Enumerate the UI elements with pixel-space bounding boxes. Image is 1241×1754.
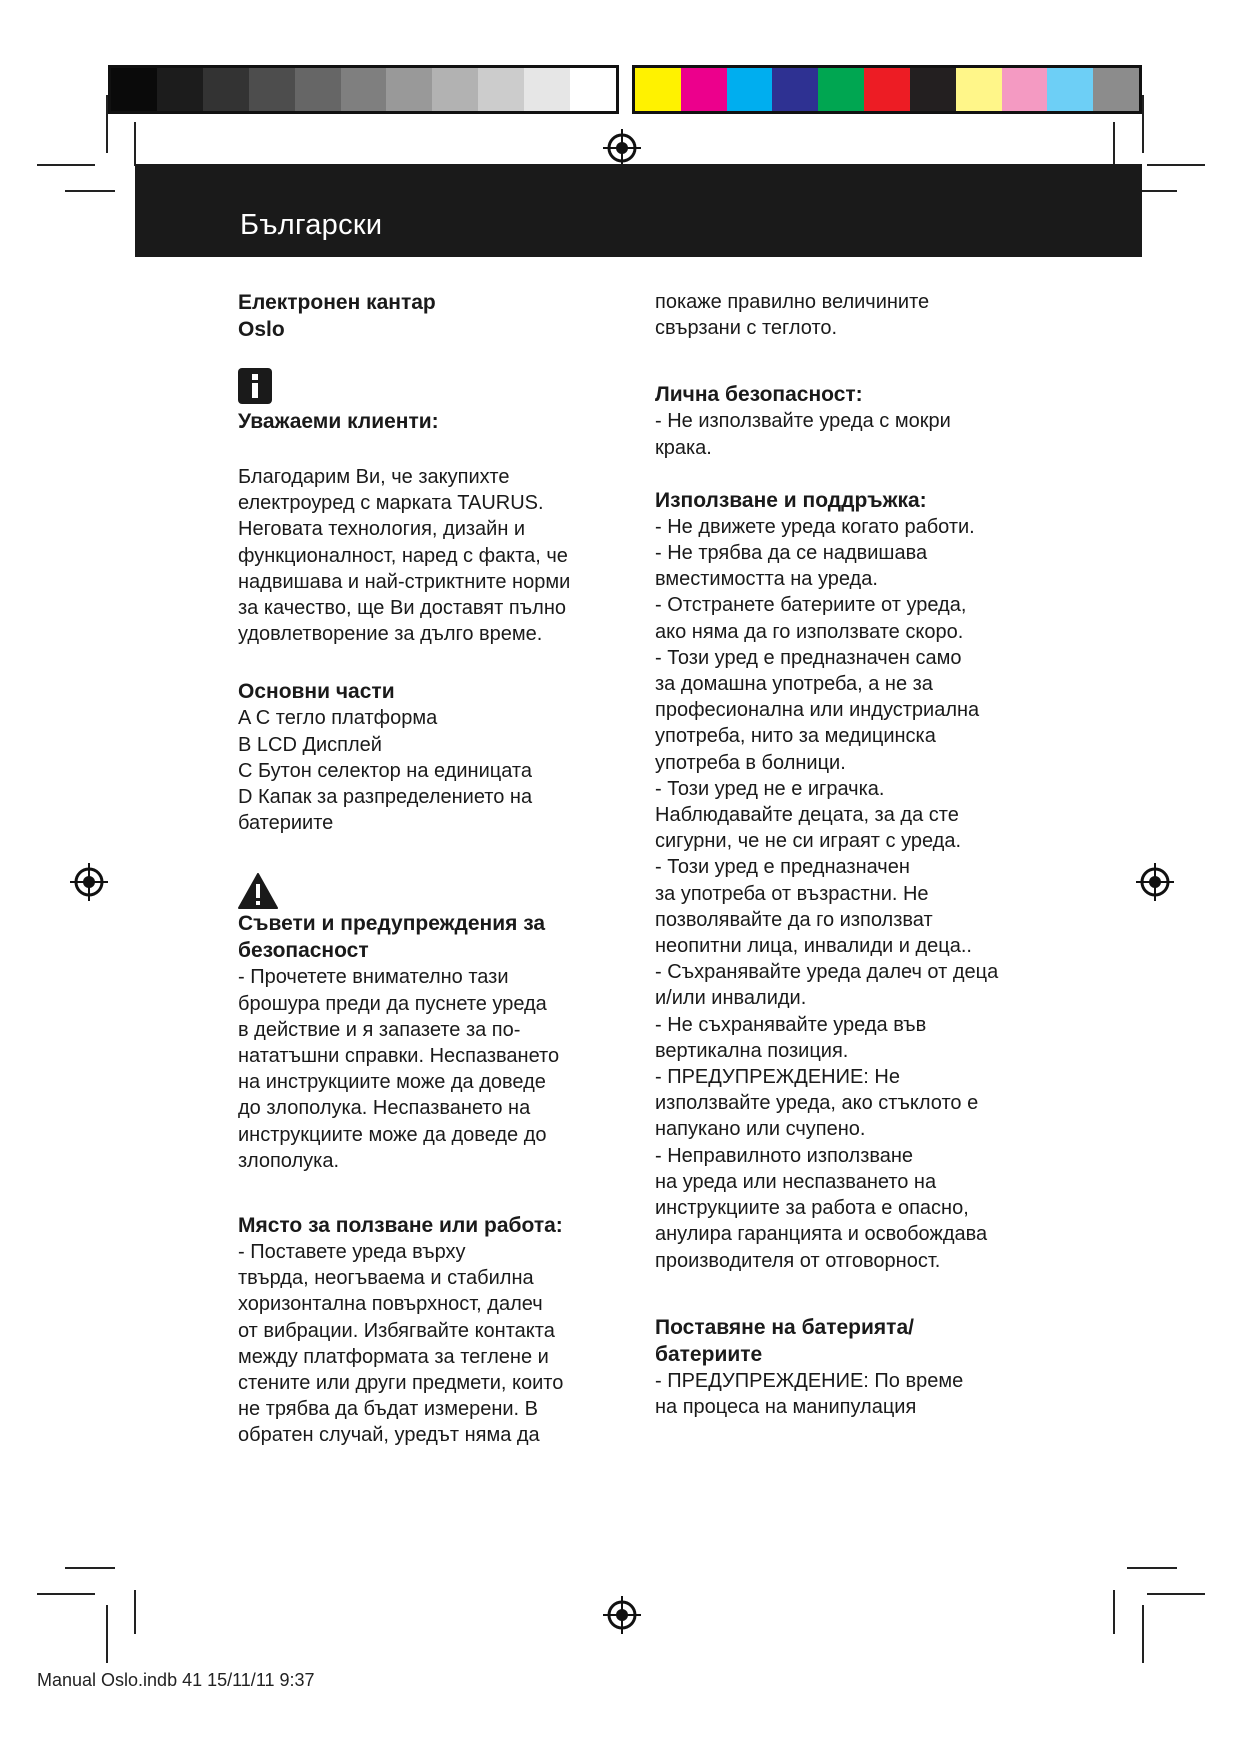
color-swatch [864,68,910,111]
text-line: - Не движете уреда когато работи. [655,515,975,538]
color-swatch [341,68,387,111]
text-line: удовлетворение за дълго време. [238,623,543,646]
safety-heading-cont: безопасност [238,939,369,963]
color-swatch [386,68,432,111]
language-header-band [135,164,1142,257]
place-paragraph [238,1239,638,1449]
text-line: хоризонтална повърхност, далеч [238,1293,543,1316]
text-line: инструкциите може да доведе до [238,1123,547,1146]
use-care-heading: Използване и поддръжка: [655,488,927,512]
text-line: покаже правилно величините [655,291,930,313]
intro-paragraph [238,464,638,647]
battery-heading: Поставяне на батерията/ [655,1315,914,1339]
grayscale-calibration-bar [108,65,619,114]
text-line: за употреба от възрастни. Не [655,882,929,905]
safety-paragraph [238,964,638,1174]
text-line: - Този уред не е играчка. [655,777,885,800]
list-item: D Капак за разпределението на [238,786,533,809]
text-line: крака. [655,436,712,459]
text-line: вместимостта на уреда. [655,568,878,591]
color-swatch [956,68,1002,111]
color-swatch [432,68,478,111]
registration-mark-icon [602,1595,642,1635]
text-line: надвишава и най-стриктните норми [238,570,571,593]
right-column [655,289,1055,1420]
text-line: употреба, нито за медицинска [655,725,936,748]
text-line: производителя от отговорност. [655,1249,941,1272]
color-swatch [111,68,157,111]
greeting-heading: Уважаеми клиенти: [238,410,439,433]
color-swatch [203,68,249,111]
color-swatch [727,68,773,111]
color-swatch [818,68,864,111]
text-line: до злополука. Неспазването на [238,1097,531,1120]
text-line: функционалност, наред с факта, че [238,544,568,567]
text-line: в действие и я запазете за по- [238,1018,521,1041]
place-heading: Място за ползване или работа: [238,1214,563,1238]
text-line: - Не трябва да се надвишава [655,542,928,565]
color-calibration-bar [632,65,1142,114]
safety-heading: Съвети и предупреждения за [238,912,546,936]
text-line: Неговата технология, дизайн и [238,518,526,541]
product-title: Електронен кантар [238,291,436,314]
text-line: инструкциите за работа е опасно, [655,1197,969,1220]
text-line: злополука. [238,1149,340,1172]
continued-paragraph [655,289,1055,341]
text-line: позволявайте да го използват [655,908,933,931]
color-swatch [1002,68,1048,111]
text-line: - Поставете уреда върху [238,1241,466,1264]
list-item: A С тегло платформа [238,707,438,730]
text-line: от вибрации. Избягвайте контакта [238,1319,555,1342]
parts-list [238,705,638,836]
text-line: не трябва да бъдат измерени. В [238,1398,538,1421]
print-slug: Manual Oslo.indb 41 15/11/11 9:37 [37,1670,315,1690]
personal-safety-paragraph [655,408,1055,460]
text-line: - Този уред е предназначен само [655,646,962,669]
battery-heading-cont: батериите [655,1342,763,1366]
text-line: - Прочетете внимателно тази [238,966,509,989]
color-swatch [1093,68,1139,111]
text-line: на инструкциите може да доведе [238,1071,546,1094]
text-line: вертикална позиция. [655,1039,849,1062]
color-swatch [157,68,203,111]
text-line: сигурни, че не си играят с уреда. [655,830,961,853]
battery-paragraph [655,1368,1055,1420]
text-line: употреба в болници. [655,751,846,774]
color-swatch [524,68,570,111]
personal-safety-heading: Лична безопасност: [655,383,863,407]
text-line: Наблюдавайте децата, за да сте [655,804,959,827]
text-line: напукано или счупено. [655,1118,866,1141]
text-line: използвайте уреда, ако стъклото е [655,1092,979,1115]
text-line: - Този уред е предназначен [655,856,910,879]
text-line: обратен случай, уредът няма да [238,1424,540,1447]
text-line: анулира гаранцията и освобождава [655,1223,988,1246]
color-swatch [295,68,341,111]
registration-mark-icon [1135,862,1175,902]
text-line: Благодарим Ви, че закупихте [238,466,510,488]
text-line: за качество, ще Ви доставят пълно [238,597,567,620]
registration-mark-icon [69,862,109,902]
list-item: C Бутон селектор на единицата [238,759,532,782]
text-line: твърда, неогъваема и стабилна [238,1267,534,1290]
text-line: брошура преди да пуснете уреда [238,992,547,1015]
info-icon [238,368,272,404]
text-line: на уреда или неспазването на [655,1170,937,1193]
text-line: и/или инвалиди. [655,987,807,1010]
warning-icon [238,873,278,909]
color-swatch [635,68,681,111]
product-model: Oslo [238,318,285,341]
color-swatch [681,68,727,111]
list-item: B LCD Дисплей [238,733,382,756]
color-swatch [478,68,524,111]
text-line: професионална или индустриална [655,699,980,722]
text-line: - Отстранете батериите от уреда, [655,594,967,617]
left-column [238,289,638,1449]
text-line: електроуред с марката TAURUS. [238,492,544,515]
color-swatch [249,68,295,111]
text-line: на процеса на манипулация [655,1395,917,1418]
color-swatch [910,68,956,111]
color-swatch [772,68,818,111]
text-line: - Не съхранявайте уреда във [655,1013,927,1036]
list-item: батериите [238,812,334,835]
use-care-paragraph [655,514,1055,1274]
text-line: свързани с теглото. [655,317,838,340]
text-line: - Съхранявайте уреда далеч от деца [655,961,999,984]
color-swatch [570,68,616,111]
registration-mark-icon [602,128,642,168]
text-line: - ПРЕДУПРЕЖДЕНИЕ: Не [655,1066,900,1089]
text-line: - Неправилното използване [655,1144,914,1167]
text-line: стените или други предмети, които [238,1372,564,1395]
text-line: ако няма да го използвате скоро. [655,620,964,643]
parts-heading: Основни части [238,680,395,704]
text-line: - ПРЕДУПРЕЖДЕНИЕ: По време [655,1369,964,1392]
text-line: - Не използвайте уреда с мокри [655,410,951,433]
color-swatch [1047,68,1093,111]
text-line: за домашна употреба, а не за [655,673,933,696]
text-line: неопитни лица, инвалиди и деца.. [655,935,972,958]
language-title: Български [240,209,383,241]
text-line: между платформата за теглене и [238,1345,549,1368]
text-line: нататъшни справки. Неспазването [238,1045,560,1068]
